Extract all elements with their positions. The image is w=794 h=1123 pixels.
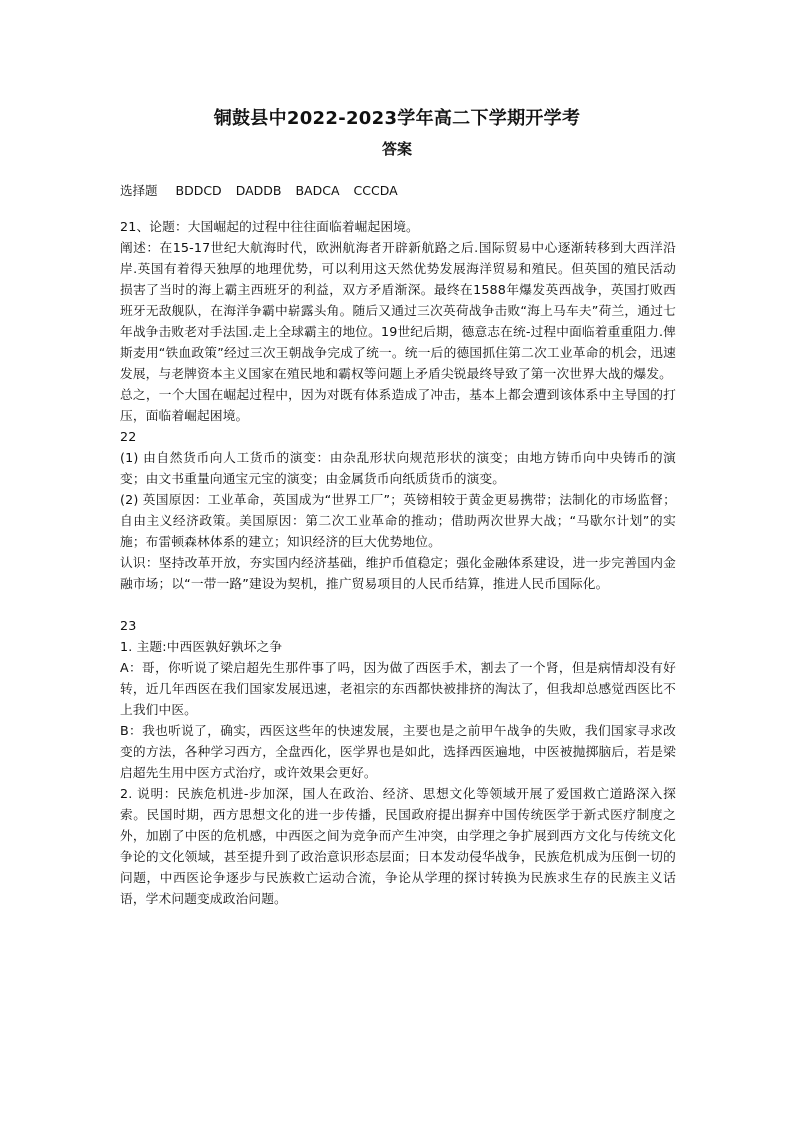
q23-number: 23	[120, 618, 137, 633]
q21-conclusion: 总之，一个大国在崛起过程中，因为对既有体系造成了冲击，基本上都会遭到该体系中主导国的打压，面临着崛起困境。	[120, 387, 676, 423]
q22-recognition: 认识：坚持改革开放，夯实国内经济基础，维护币值稳定；强化金融体系建设，进一步完善国内金融市场；以“一带一路”建设为契机，推广贸易项目的人民币结算，推进人民币国际化。	[120, 555, 676, 591]
q22-number: 22	[120, 429, 137, 444]
mc-label: 选择题	[120, 183, 158, 198]
mc-group-2: DADDB	[235, 183, 282, 198]
q22-part2: (2) 英国原因：工业革命，英国成为“世界工厂”；英镑相较于黄金更易携带；法制化的市场监督；自由主义经济政策。美国原因：第二次工业革命的推动；借助两次世界大战；“马歇尔计划”的实施；布雷顿森林体系的建立；知识经济的巨大优势地位。	[120, 492, 676, 549]
page-subtitle: 答案	[381, 140, 412, 158]
mc-group-3: BADCA	[295, 183, 340, 198]
q22-part1: (1) 由自然货币向人工货币的演变：由杂乱形状向规范形状的演变；由地方铸币向中央铸币的演变；由文书重量向通宝元宝的演变；由金属货币向纸质货币的演变。	[120, 450, 676, 486]
q21-explanation: 阐述：在15-17世纪大航海时代，欧洲航海者开辟新航路之后.国际贸易中心逐渐转移到大西洋沿岸.英国有着得天独厚的地理优势，可以利用这天然优势发展海洋贸易和殖民。但英国的殖民活动损害了当时的海上霸主西班牙的利益，双方矛盾渐深。最终在1588年爆发英西战争，英国打败西班牙无敌舰队，在海洋争霸中崭露头角。随后又通过三次英荷战争击败“海上马车夫”荷兰，通过七年战争击败老对手法国.走上全球霸主的地位。19世纪后期，德意志在统-过程中面临着重重阻力.俾斯麦用“铁血政策”经过三次王朝战争完成了统一。统一后的德国抓住第二次工业革命的机会，迅速发展，与老牌资本主义国家在殖民地和霸权等问题上矛盾尖锐最终导致了第一次世界大战的爆发。	[120, 240, 676, 381]
q23-b-line: B：我也听说了，确实，西医这些年的快速发展，主要也是之前甲午战争的失败，我们国家寻求改变的方法，各种学习西方，全盘西化，医学界也是如此，选择西医遍地，中医被抛掷脑后，若是梁启超先生用中医方式治疗，或许效果会更好。	[120, 723, 676, 780]
q23-theme: 1. 主题:中西医孰好孰坏之争	[120, 639, 283, 654]
page-title: 铜鼓县中2022-2023学年高二下学期开学考	[213, 108, 581, 129]
mc-group-1: BDDCD	[175, 183, 222, 198]
multiple-choice-answers	[120, 181, 412, 199]
answer-body	[120, 216, 676, 909]
q21-topic: 21、论题：大国崛起的过程中往往面临着崛起困境。	[120, 219, 419, 234]
q23-explanation: 2. 说明：民族危机进-步加深，国人在政治、经济、思想文化等领域开展了爱国救亡道路深入探索。民国时期，西方思想文化的进一步传播，民国政府提出摒弃中国传统医学于新式医疗制度之外，加剧了中医的危机感，中西医之间为竞争而产生冲突，由学理之争扩展到西方文化与传统文化争论的文化领域，甚至提升到了政治意识形态层面；日本发动侵华战争，民族危机成为压倒一切的问题，中西医论争逐步与民族救亡运动合流，争论从学理的探讨转换为民族求生存的民族主义话语，学术问题变成政治问题。	[120, 786, 676, 906]
section-gap	[120, 594, 676, 615]
mc-group-4: CCCDA	[353, 183, 398, 198]
q23-a-line: A：哥，你听说了梁启超先生那件事了吗，因为做了西医手术，割去了一个肾，但是病情却没有好转，近几年西医在我们国家发展迅速，老祖宗的东西都快被排挤的淘汰了，但我却总感觉西医比不上我们中医。	[120, 660, 676, 717]
